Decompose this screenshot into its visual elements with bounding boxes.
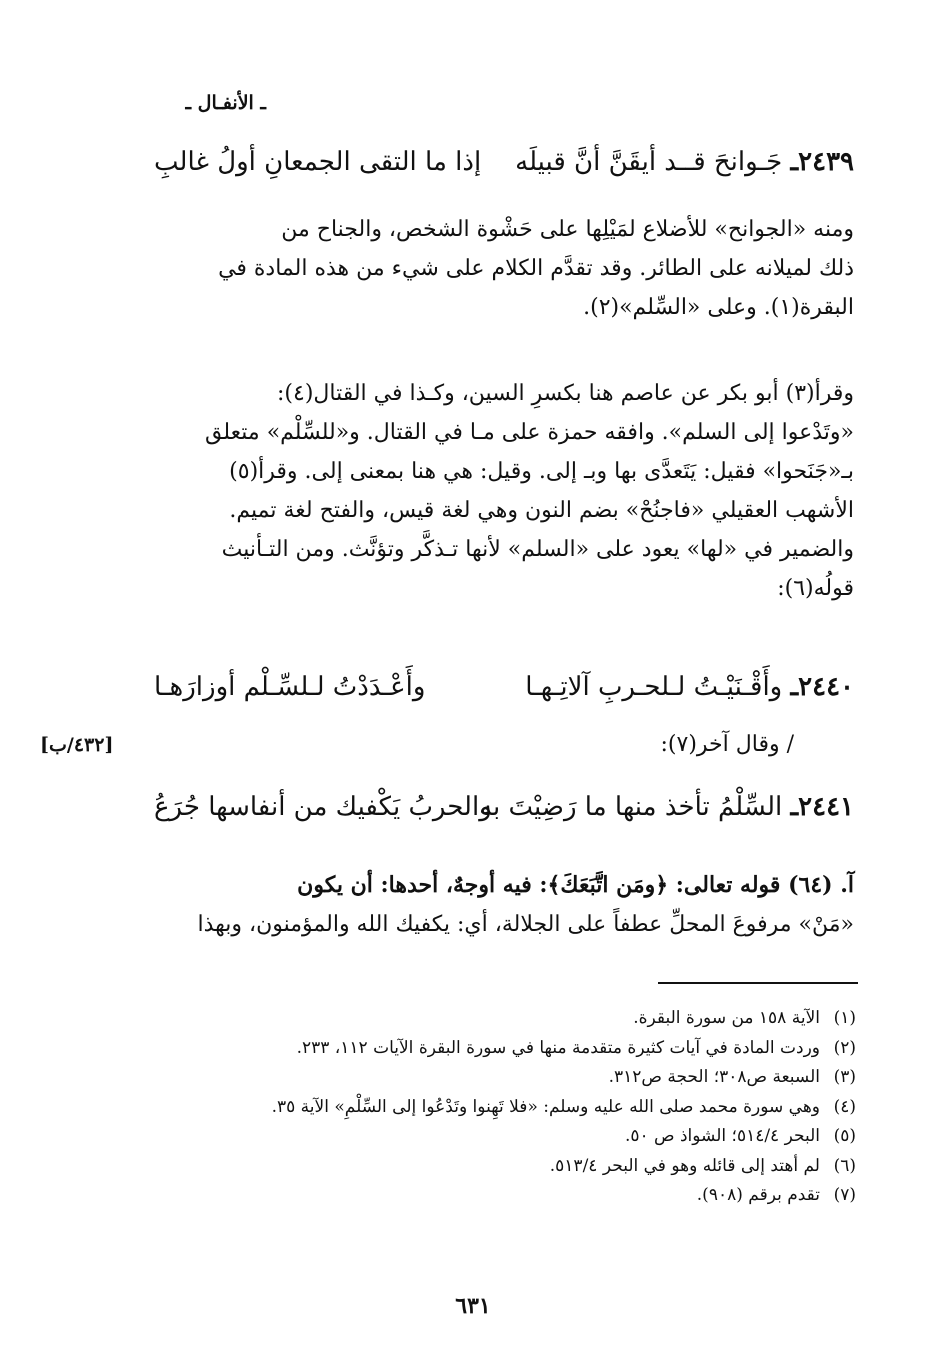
- verse-2441: [154, 792, 854, 828]
- footnote-text: لم أهتد إلى قائله وهو في البحر ٥١٣/٤.: [549, 1155, 820, 1176]
- footnote-number: (٤): [833, 1096, 856, 1117]
- footnote: [176, 1093, 856, 1123]
- text-line: الأشهب العقيلي «فاجنُحْ» بضم النون وهي لغة قيس، والفتح لغة تميم.: [229, 498, 854, 523]
- verse-text: وأَقْـنَيْـتُ لـلحـربِ آلاتِـهـا: [525, 672, 783, 702]
- footnote: [176, 1122, 856, 1152]
- verse-first-hemistich: [525, 672, 854, 702]
- commentary-paragraph-1: [154, 210, 854, 327]
- footnote: [176, 1152, 856, 1182]
- verse-2439: [154, 147, 854, 183]
- page-number: ٦٣١: [455, 1293, 491, 1319]
- footnote-text: البحر ٥١٤/٤؛ الشواذ ص ٥٠.: [624, 1126, 820, 1146]
- footnote-number: (٢): [833, 1037, 856, 1058]
- verse-second-hemistich: والحربُ يَكْفيك من أنفاسها جُرَعُ: [154, 792, 492, 822]
- text-line: «مَنْ» مرفوعَ المحلِّ عطفاً على الجلالة، أي: يكفيك الله والمؤمنون، وبهذا: [197, 912, 854, 937]
- footnote: [176, 1181, 856, 1211]
- footnote-number: (٣): [833, 1067, 856, 1087]
- footnote-number: (١): [833, 1008, 856, 1028]
- manuscript-folio-marker: [٤٣٢/ب]: [40, 734, 114, 756]
- text-line: وقرأ(٣) أبو بكر عن عاصم هنا بكسرِ السين، وكـذا في القتال(٤):: [276, 381, 854, 406]
- text-line: «وتَدْعوا إلى السلم». وافقه حمزة على مـا في القتال. و«للسِّلْم» متعلق: [205, 420, 854, 445]
- footnote-text: السبعة ص٣٠٨؛ الحجة ص٣١٢.: [608, 1067, 820, 1087]
- footnote: [176, 1063, 856, 1093]
- footnote-text: الآية ١٥٨ من سورة البقرة.: [633, 1008, 820, 1028]
- verse-second-hemistich: إذا ما التقى الجمعانِ أولُ غالبِ: [154, 147, 482, 177]
- footnote-text: تقدم برقم (٩٠٨).: [696, 1185, 820, 1205]
- verse-first-hemistich: [479, 792, 854, 822]
- verse-first-hemistich: [515, 147, 854, 177]
- footnote-text: وردت المادة في آيات كثيرة متقدمة منها في سورة البقرة الآيات ١١٢، ٢٣٣.: [296, 1037, 820, 1058]
- footnote: [176, 1034, 856, 1064]
- verse-text: السِّلْمُ تأخذ منها ما رَضِيْتَ به: [479, 792, 783, 822]
- text-line: قولُه(٦):: [777, 576, 854, 601]
- running-header: ـ الأنفـال ـ: [185, 92, 266, 114]
- footnote-text: وهي سورة محمد صلى الله عليه وسلم: «فلا تَهِنوا وتَدْعُوا إلى السِّلْمِ» الآية ٣٥.: [271, 1096, 820, 1117]
- footnote: [176, 1004, 856, 1034]
- footnotes: [176, 1004, 856, 1211]
- footnote-number: (٥): [833, 1126, 856, 1146]
- footnote-separator: [658, 982, 858, 984]
- text-line: آ. (٦٤) قوله تعالى: ﴿ومَن اتَّبَعَكَ﴾: فيه أوجهٌ، أحدها: أن يكون: [297, 872, 854, 898]
- verse-number: ٢٤٤١ـ: [790, 792, 854, 822]
- text-line: ومنه «الجوانح» للأضلاع لمَيْلِها على حَشْوة الشخص، والجناح من: [281, 217, 854, 242]
- text-line: والضمير في «لها» يعود على «السلم» لأنها تـذكَّر وتؤنَّث. ومن التـأنيث: [221, 537, 854, 562]
- footnote-number: (٦): [833, 1155, 856, 1176]
- verse-text: جَـوانحَ قــد أيقَنَّ أنَّ قبيلَه: [515, 147, 783, 177]
- footnote-number: (٧): [833, 1185, 856, 1205]
- verse-number: ٢٤٤٠ـ: [790, 672, 854, 702]
- commentary-paragraph-2: [154, 374, 854, 608]
- text-line: بـ«جَنَحوا» فقيل: يَتَعدَّى بها وبـ إلى. وقيل: هي هنا بمعنى إلى. وقرأ(٥): [229, 459, 854, 484]
- text-line: ذلك لميلانه على الطائر. وقد تقدَّم الكلام على شيء من هذه المادة في: [218, 256, 854, 281]
- commentary-paragraph-3: [154, 866, 854, 944]
- text-line: البقرة(١). وعلى «السِّلم»(٢).: [583, 295, 854, 320]
- verse-2440: [154, 672, 854, 708]
- verse-number: ٢٤٣٩ـ: [790, 147, 854, 177]
- verse-second-hemistich: وأَعْـدَدْتُ لـلسِّـلْم أوزارَهـا: [154, 672, 426, 702]
- verse-intro: / وقال آخر(٧):: [660, 732, 794, 757]
